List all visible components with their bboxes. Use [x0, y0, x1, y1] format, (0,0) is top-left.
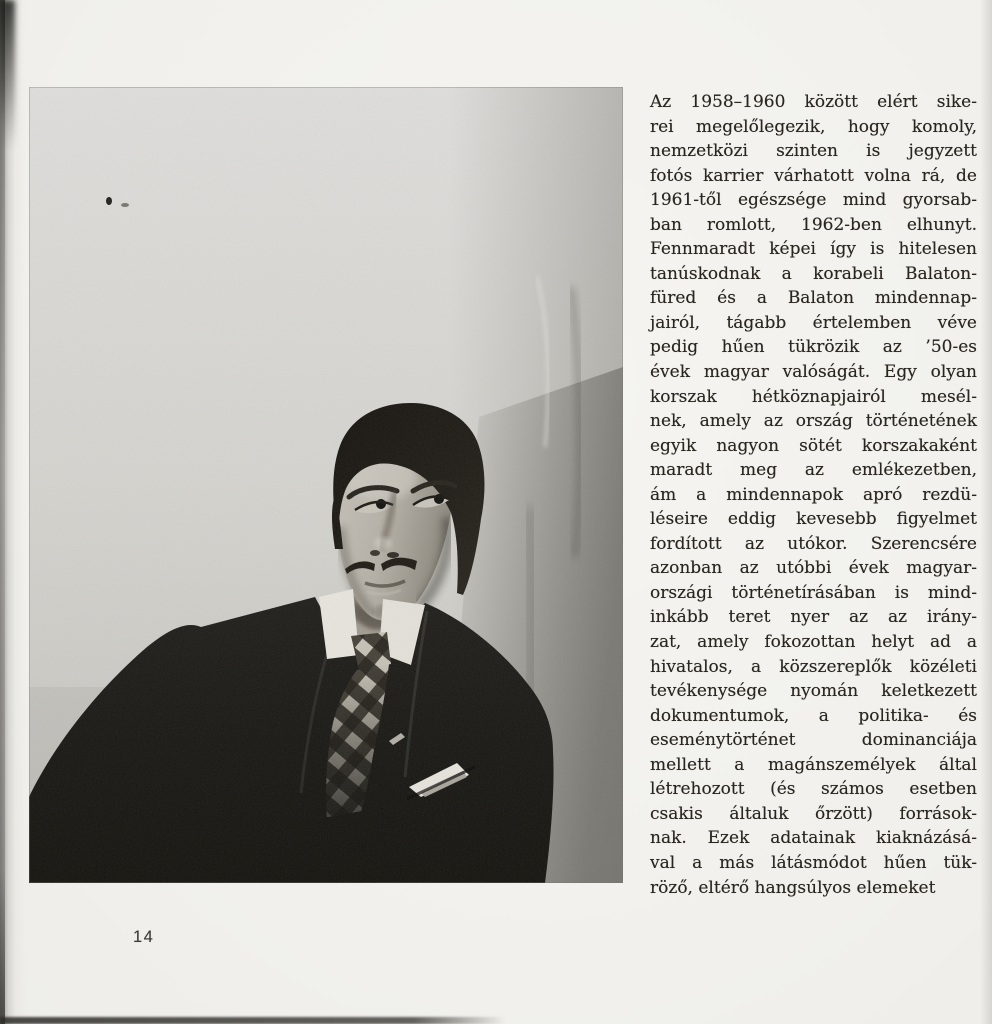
- text-line: eseménytörténet dominanciája: [650, 730, 977, 751]
- text-line: évek magyar valóságát. Egy olyan: [650, 362, 977, 383]
- text-line: röző, eltérő hangsúlyos elemeket: [650, 877, 936, 898]
- portrait-photo-art: [29, 87, 623, 883]
- text-line: mellett a magánszemélyek által: [650, 754, 977, 775]
- text-line: fordított az utókor. Szerencsére: [650, 533, 977, 554]
- text-line: nek, amely az ország történetének: [650, 411, 977, 432]
- text-line: Fennmaradt képei így is hitelesen: [650, 239, 977, 260]
- text-line: rei megelőlegezik, hogy komoly,: [650, 116, 977, 137]
- text-line: val a más látásmódot hűen tük-: [650, 852, 977, 873]
- text-line: hivatalos, a közszereplők közéleti: [650, 656, 977, 677]
- text-line: tevékenysége nyomán keletkezett: [650, 681, 977, 702]
- scan-right-edge-shade: [980, 0, 992, 1024]
- scan-spine-top-blur: [0, 0, 15, 150]
- text-line: azonban az utóbbi évek magyar-: [650, 558, 977, 579]
- text-line: létrehozott (és számos esetben: [650, 779, 977, 800]
- text-line: ám a mindennapok apró rezdü-: [650, 484, 977, 505]
- text-line: füred és a Balaton mindennap-: [650, 288, 977, 309]
- text-line: 1961-től egészsége mind gyorsab-: [650, 190, 977, 211]
- text-line: pedig hűen tükrözik az ’50-es: [650, 337, 977, 358]
- text-line: nemzetközi szinten is jegyzett: [650, 141, 977, 162]
- text-line: egyik nagyon sötét korszakaként: [650, 435, 977, 456]
- page-number: 14: [133, 928, 155, 946]
- portrait-photo: [29, 87, 623, 883]
- text-line: korszak hétköznapjairól mesél-: [650, 386, 977, 407]
- text-line: fotós karrier várhatott volna rá, de: [650, 165, 977, 186]
- body-text: [650, 90, 977, 900]
- text-line: nak. Ezek adatainak kiaknázásá-: [650, 828, 977, 849]
- text-line: léseire eddig kevesebb figyelmet: [650, 509, 977, 530]
- text-line: Az 1958–1960 között elért sike-: [650, 92, 977, 112]
- film-grain: [29, 87, 623, 883]
- scan-bottom-edge: [0, 1017, 505, 1024]
- text-line: csakis általuk őrzött) források-: [650, 803, 977, 824]
- text-line: maradt meg az emlékezetben,: [650, 460, 977, 481]
- text-line: ban romlott, 1962-ben elhunyt.: [650, 214, 977, 235]
- text-line: tanúskodnak a korabeli Balaton-: [650, 263, 977, 284]
- text-line: inkább teret nyer az az irány-: [650, 607, 977, 628]
- text-line: jairól, tágabb értelemben véve: [650, 312, 977, 333]
- text-line: dokumentumok, a politika- és: [650, 705, 977, 726]
- text-line: országi történetírásában is mind-: [650, 582, 977, 603]
- text-line: zat, amely fokozottan helyt ad a: [650, 632, 977, 653]
- scan-spine-line: [0, 0, 5, 1024]
